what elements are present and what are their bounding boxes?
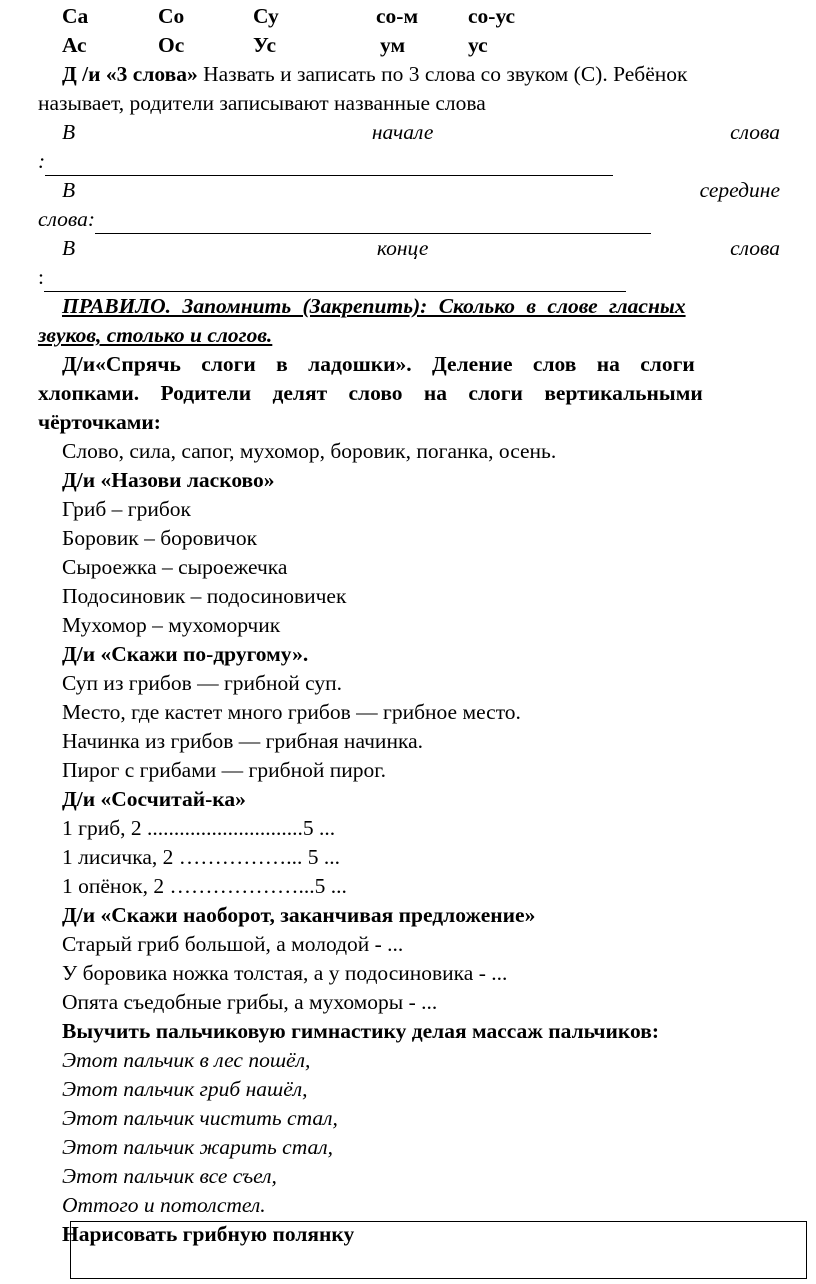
game-text: Назвать и записать по 3 слова со звуком (С). Ребёнок bbox=[197, 62, 688, 86]
game-title: Д /и «3 слова» bbox=[62, 62, 198, 86]
label-word: конце bbox=[376, 236, 429, 260]
label-word: В bbox=[62, 236, 76, 260]
poem-text: Этот пальчик чистить стал, bbox=[62, 1106, 338, 1130]
game-hide-words bbox=[38, 437, 780, 466]
game-count-title bbox=[38, 785, 780, 814]
middle-of-word-answer-line bbox=[38, 205, 780, 234]
syllable: со-ус bbox=[468, 4, 516, 28]
game-text: чёрточками: bbox=[38, 410, 161, 434]
list-item-text: У боровика ножка толстая, а у подосиновика - ... bbox=[62, 961, 508, 985]
list-item-text: 1 лисичка, 2 ……………... 5 ... bbox=[62, 845, 341, 869]
answer-line[interactable] bbox=[44, 269, 626, 292]
drawing-box[interactable] bbox=[70, 1221, 807, 1279]
finger-title bbox=[38, 1017, 780, 1046]
list-item bbox=[38, 959, 780, 988]
poem-text: Этот пальчик жарить стал, bbox=[62, 1135, 334, 1159]
poem-text: Оттого и потолстел. bbox=[62, 1193, 266, 1217]
list-item bbox=[38, 727, 780, 756]
poem-line bbox=[38, 1046, 780, 1075]
syllable: Су bbox=[253, 4, 279, 28]
poem-line bbox=[38, 1104, 780, 1133]
word-list: Слово, сила, сапог, мухомор, боровик, поганка, осень. bbox=[62, 439, 557, 463]
game-title: Д/и«Спрячь слоги в ладошки». Деление слов на слоги bbox=[62, 352, 695, 376]
rule-text: звуков, столько и слогов. bbox=[38, 323, 273, 347]
label-word: середине bbox=[699, 178, 780, 202]
document-page bbox=[38, 0, 780, 1247]
label-word: слова bbox=[730, 236, 780, 260]
list-item bbox=[38, 843, 780, 872]
section-title: Нарисовать грибную полянку bbox=[62, 1222, 355, 1246]
game-hide-line-1 bbox=[38, 350, 780, 379]
list-item bbox=[38, 669, 780, 698]
rule-line-1 bbox=[38, 292, 780, 321]
game-text: хлопками. Родители делят слово на слоги вертикальными bbox=[38, 381, 703, 405]
list-item bbox=[38, 611, 780, 640]
start-of-word-label bbox=[38, 118, 780, 147]
game-other-title bbox=[38, 640, 780, 669]
syllable-row-1 bbox=[38, 2, 780, 31]
start-of-word-answer-line bbox=[38, 147, 780, 176]
colon: : bbox=[38, 265, 44, 289]
list-item bbox=[38, 872, 780, 901]
list-item bbox=[38, 698, 780, 727]
rule-line-2 bbox=[38, 321, 780, 350]
game-title: Д/и «Назови ласково» bbox=[62, 468, 275, 492]
poem-text: Этот пальчик в лес пошёл, bbox=[62, 1048, 311, 1072]
list-item-text: Место, где кастет много грибов — грибное место. bbox=[62, 700, 521, 724]
answer-line[interactable] bbox=[45, 153, 613, 176]
list-item bbox=[38, 756, 780, 785]
syllable: Са bbox=[62, 4, 89, 28]
game-hide-line-3 bbox=[38, 408, 780, 437]
list-item bbox=[38, 582, 780, 611]
list-item bbox=[38, 930, 780, 959]
list-item-text: Старый гриб большой, а молодой - ... bbox=[62, 932, 404, 956]
poem-text: Этот пальчик все съел, bbox=[62, 1164, 277, 1188]
list-item-text: Боровик – боровичок bbox=[62, 526, 258, 550]
syllable-row-2 bbox=[38, 31, 780, 60]
list-item-text: Мухомор – мухоморчик bbox=[62, 613, 281, 637]
list-item-text: Опята съедобные грибы, а мухоморы - ... bbox=[62, 990, 438, 1014]
end-of-word-label bbox=[38, 234, 780, 263]
poem-line bbox=[38, 1133, 780, 1162]
end-of-word-answer-line bbox=[38, 263, 780, 292]
middle-of-word-label bbox=[38, 176, 780, 205]
syllable: Со bbox=[158, 4, 185, 28]
list-item bbox=[38, 524, 780, 553]
label-word: слова bbox=[730, 120, 780, 144]
poem-line bbox=[38, 1162, 780, 1191]
label-word: начале bbox=[371, 120, 434, 144]
list-item-text: Суп из грибов — грибной суп. bbox=[62, 671, 343, 695]
poem-text: Этот пальчик гриб нашёл, bbox=[62, 1077, 308, 1101]
list-item-text: 1 гриб, 2 .............................5 ... bbox=[62, 816, 336, 840]
game-hide-line-2 bbox=[38, 379, 780, 408]
list-item-text: Сыроежка – сыроежечка bbox=[62, 555, 288, 579]
syllable: ум bbox=[380, 33, 406, 57]
colon: : bbox=[38, 149, 46, 173]
list-item-text: Гриб – грибок bbox=[62, 497, 191, 521]
syllable: со-м bbox=[376, 4, 419, 28]
game-affection-title bbox=[38, 466, 780, 495]
section-title: Выучить пальчиковую гимнастику делая массаж пальчиков: bbox=[62, 1019, 659, 1043]
game-three-words-text bbox=[38, 89, 780, 118]
label-word: В bbox=[62, 120, 76, 144]
syllable: Ус bbox=[253, 33, 277, 57]
list-item bbox=[38, 495, 780, 524]
poem-line bbox=[38, 1075, 780, 1104]
poem-line bbox=[38, 1191, 780, 1220]
game-three-words-heading bbox=[38, 60, 780, 89]
list-item-text: Подосиновик – подосиновичек bbox=[62, 584, 347, 608]
rule-text: ПРАВИЛО. Запомнить (Закрепить): Сколько в слове гласных bbox=[62, 294, 686, 318]
list-item-text: 1 опёнок, 2 ………………...5 ... bbox=[62, 874, 347, 898]
answer-line[interactable] bbox=[95, 211, 651, 234]
label-word: В bbox=[62, 178, 76, 202]
syllable: Ос bbox=[158, 33, 185, 57]
game-opposite-title bbox=[38, 901, 780, 930]
list-item-text: Пирог с грибами — грибной пирог. bbox=[62, 758, 386, 782]
middle-label: слова: bbox=[38, 207, 96, 231]
game-title: Д/и «Скажи по-другому». bbox=[62, 642, 309, 666]
game-title: Д/и «Скажи наоборот, заканчивая предложение» bbox=[62, 903, 536, 927]
game-title: Д/и «Сосчитай-ка» bbox=[62, 787, 246, 811]
list-item bbox=[38, 988, 780, 1017]
game-text-continued: называет, родители записывают названные слова bbox=[38, 91, 486, 115]
syllable: Ас bbox=[62, 33, 87, 57]
list-item-text: Начинка из грибов — грибная начинка. bbox=[62, 729, 423, 753]
list-item bbox=[38, 814, 780, 843]
syllable: ус bbox=[468, 33, 488, 57]
list-item bbox=[38, 553, 780, 582]
